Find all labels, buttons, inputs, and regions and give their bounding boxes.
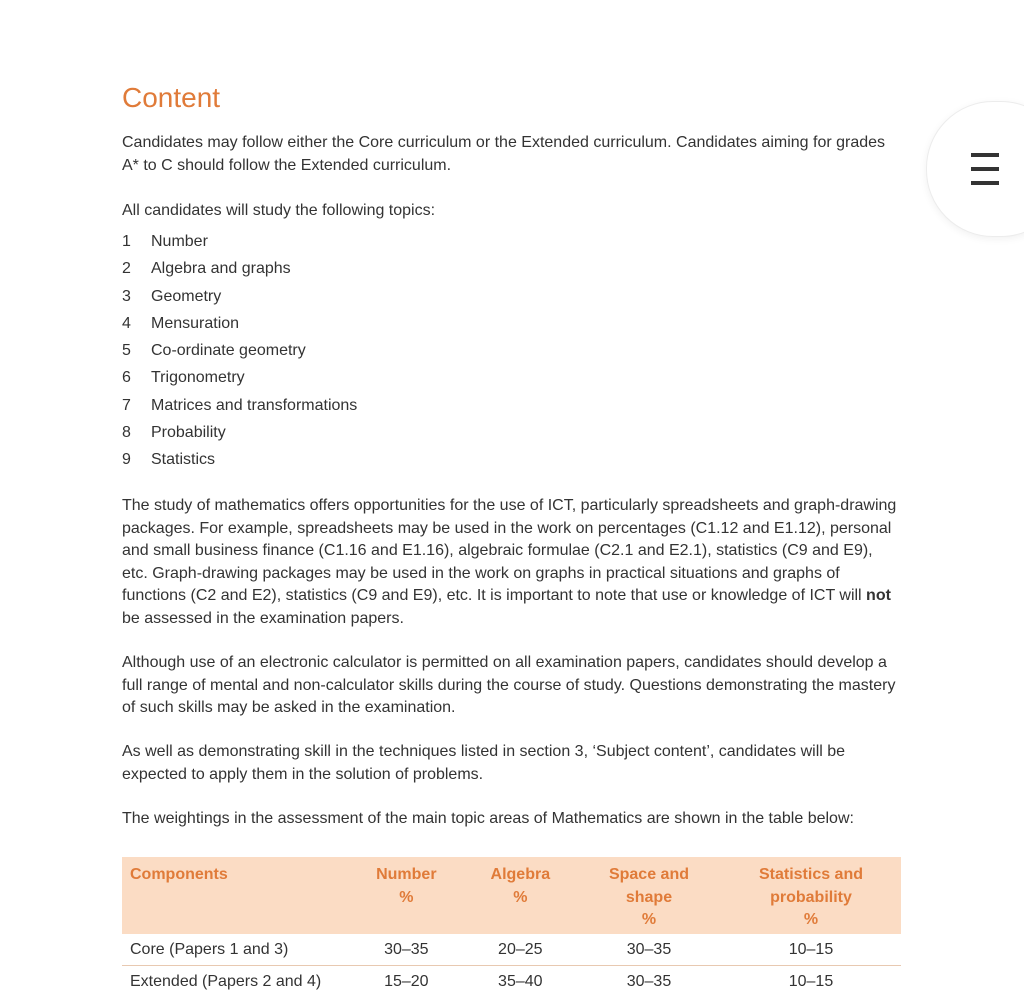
- ict-emphasis: not: [866, 587, 891, 604]
- table-row: [122, 965, 901, 994]
- list-item: [122, 340, 357, 367]
- column-header-number: Number %: [349, 857, 464, 934]
- column-header-statistics-and-probability: Statistics and probability %: [721, 857, 901, 934]
- topic-number: 3: [122, 287, 131, 305]
- topic-label: Trigonometry: [151, 369, 245, 387]
- table-cell: 30–35: [349, 934, 464, 966]
- list-item: [122, 449, 357, 476]
- table-cell: 20–25: [464, 934, 577, 966]
- topic-label: Mensuration: [151, 314, 240, 332]
- ict-paragraph: [122, 495, 897, 630]
- weightings-table: [122, 857, 901, 994]
- topic-list: [122, 231, 357, 477]
- list-item: [122, 286, 357, 313]
- topic-label: Co-ordinate geometry: [151, 342, 306, 360]
- calculator-paragraph: Although use of an electronic calculator is permitted on all examination papers, candidates should develop a full range of mental and non-calculator skills during the course of study. Questions demonstrating the mastery of such skills may be asked in the examination.: [122, 654, 896, 716]
- intro-paragraph: Candidates may follow either the Core curriculum or the Extended curriculum. Candidates aiming for grades A* to C should follow the Extended curriculum.: [122, 134, 886, 174]
- menu-button[interactable]: [926, 101, 1024, 237]
- topic-number: 7: [122, 396, 131, 414]
- list-item: [122, 395, 357, 422]
- column-header-space-and-shape: Space and shape %: [577, 857, 721, 934]
- list-item: [122, 258, 357, 285]
- topic-number: 5: [122, 342, 131, 360]
- column-header-components: Components: [122, 857, 349, 934]
- list-item: [122, 367, 357, 394]
- list-item: [122, 231, 357, 258]
- topic-label: Matrices and transformations: [151, 396, 358, 414]
- column-header-algebra: Algebra %: [464, 857, 577, 934]
- topic-number: 9: [122, 451, 131, 469]
- topic-number: 2: [122, 260, 131, 278]
- table-header-row: [122, 857, 901, 934]
- topic-label: Geometry: [151, 287, 222, 305]
- topic-number: 6: [122, 369, 131, 387]
- topics-intro: All candidates will study the following topics:: [122, 202, 436, 219]
- topic-label: Statistics: [151, 451, 216, 469]
- ict-text-after: be assessed in the examination papers.: [122, 609, 404, 627]
- list-item: [122, 422, 357, 449]
- topic-number: 1: [122, 233, 131, 250]
- document-page: [122, 0, 912, 994]
- weightings-paragraph: The weightings in the assessment of the main topic areas of Mathematics are shown in the table below:: [122, 810, 854, 827]
- hamburger-menu-icon[interactable]: [971, 153, 999, 185]
- topic-label: Algebra and graphs: [151, 260, 291, 278]
- topic-number: 8: [122, 424, 131, 442]
- table-row: [122, 934, 901, 966]
- table-cell: 15–20: [349, 965, 464, 994]
- table-cell: 10–15: [721, 934, 901, 966]
- ict-text-before: The study of mathematics offers opportunities for the use of ICT, particularly spreadsheets and graph-drawing packages. For example, spreadsheets may be used in the work on percentages (C1.12 and E1.12), personal and small business finance (C1.16 and E1.16), algebraic formulae (C2.1 and E2.1), statistics (C9 and E9), etc. Graph-drawing packages may be used in the work on graphs in practical situations and graphs of functions (C2 and E2), statistics (C9 and E9), etc. It is important to note that use or knowledge of ICT will: [122, 497, 897, 604]
- topic-label: Probability: [151, 424, 226, 442]
- table-cell: 35–40: [464, 965, 577, 994]
- table-cell: 30–35: [577, 934, 721, 966]
- topic-label: Number: [151, 233, 208, 250]
- table-cell: 10–15: [721, 965, 901, 994]
- list-item: [122, 313, 357, 340]
- table-cell: 30–35: [577, 965, 721, 994]
- techniques-paragraph: As well as demonstrating skill in the techniques listed in section 3, ‘Subject content’, candidates will be expected to apply them in the solution of problems.: [122, 743, 846, 783]
- table-cell: Extended (Papers 2 and 4): [122, 965, 349, 994]
- page-title: Content: [122, 82, 221, 113]
- table-cell: Core (Papers 1 and 3): [122, 934, 349, 966]
- topic-number: 4: [122, 314, 131, 332]
